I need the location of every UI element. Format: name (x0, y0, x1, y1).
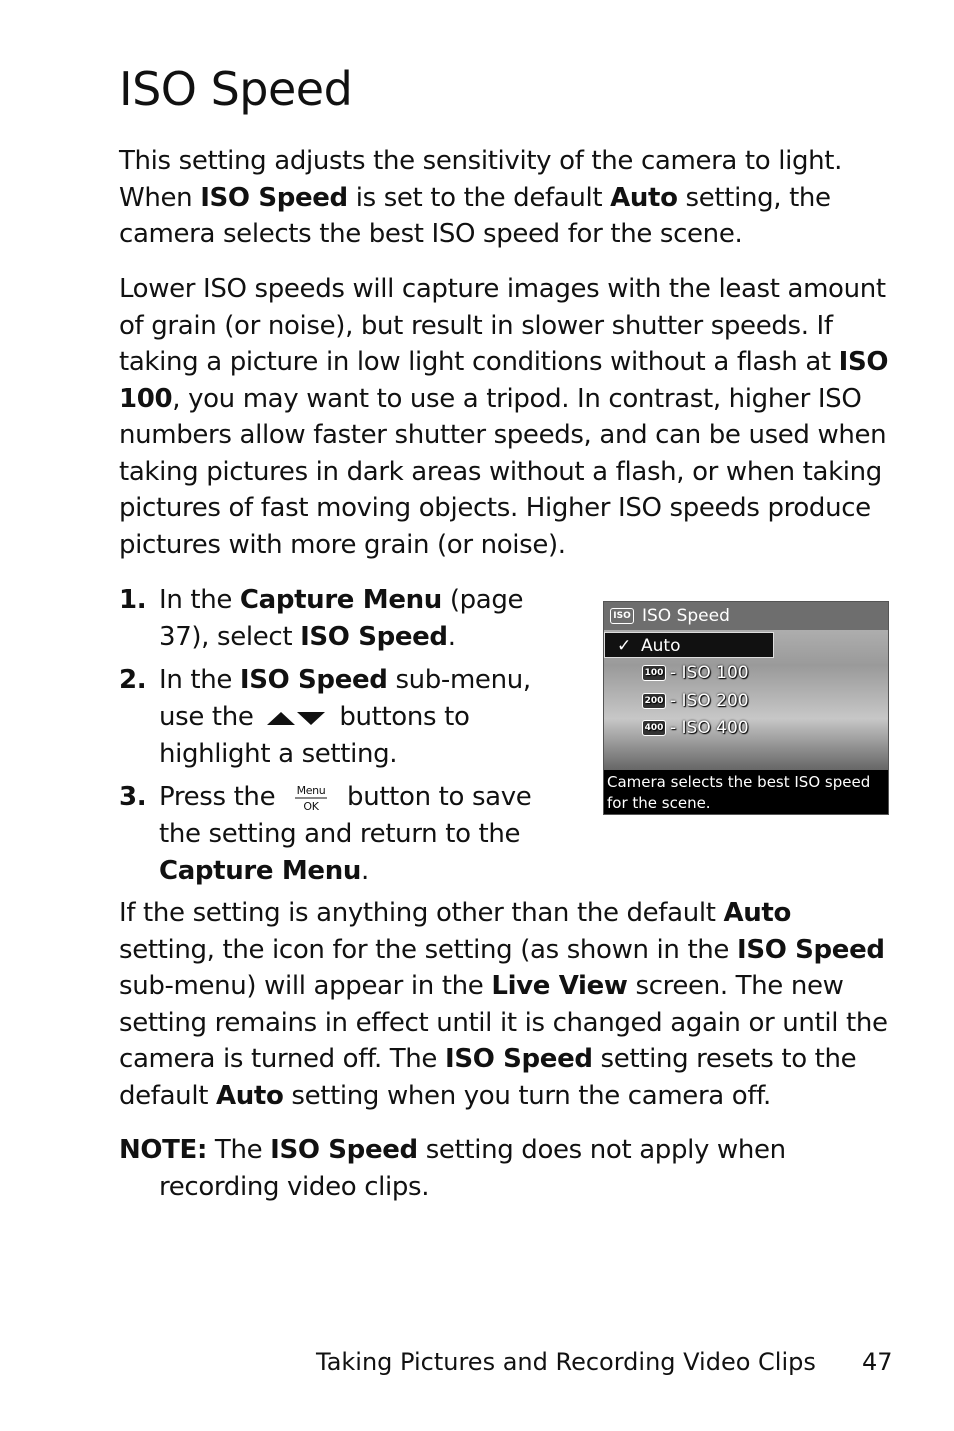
page-title: ISO Speed (119, 62, 353, 116)
note: NOTE: The ISO Speed setting does not apply when recording video clips. (119, 1135, 786, 1202)
menu-option-iso-200[interactable]: 200 - ISO 200 (642, 690, 749, 712)
iso-100-icon: 100 (642, 665, 666, 681)
menu-option-label: Auto (641, 636, 681, 656)
step-3: 3. Press the Menu OK button to save the setting and return to the Capture Menu. (119, 782, 532, 886)
footer-chapter-title: Taking Pictures and Recording Video Clips (316, 1348, 816, 1376)
note-label: NOTE: (119, 1135, 208, 1165)
menu-ok-top-label: Menu (296, 783, 326, 797)
up-down-arrows-icon (265, 709, 327, 727)
iso-explanation-paragraph: Lower ISO speeds will capture images with the least amount of grain (or noise), but result in slower shutter speeds. If taking a picture in low light conditions without a flash at ISO 100, you may want to use a tripod. In contrast, higher ISO numbers allow faster shutter speeds, and can be used when taking pictures in dark areas without a flash, or when taking pictures of fast moving objects. Higher ISO speeds produce pictures with more grain (or noise). (119, 274, 889, 560)
iso-400-icon: 400 (642, 720, 666, 736)
iso-icon: ISO (610, 608, 634, 624)
check-icon: ✓ (617, 636, 632, 656)
menu-option-iso-100[interactable]: 100 - ISO 100 (642, 662, 749, 684)
page-number: 47 (862, 1348, 893, 1376)
menu-option-iso-400[interactable]: 400 - ISO 400 (642, 717, 749, 739)
camera-iso-speed-screen (603, 601, 889, 815)
setting-effect-paragraph: If the setting is anything other than the default Auto setting, the icon for the setting (as shown in the ISO Speed sub-menu) will appear in the Live View screen. The new setting remains in effect until it is changed again or until the camera is turned off. The ISO Speed setting resets to the default Auto setting when you turn the camera off. (119, 898, 888, 1111)
menu-option-auto[interactable] (604, 632, 774, 658)
screen-title-bar (604, 602, 888, 630)
menu-ok-button-icon (289, 782, 333, 814)
steps-list (119, 582, 574, 896)
screen-help-text: Camera selects the best ISO speed for the scene. (604, 770, 888, 815)
intro-paragraph: This setting adjusts the sensitivity of the camera to light. When ISO Speed is set to the default Auto setting, the camera selects the best ISO speed for the scene. (119, 146, 843, 249)
menu-ok-bottom-label: OK (303, 799, 319, 813)
step-2: 2. In the ISO Speed sub-menu, use the buttons to highlight a setting. (119, 665, 531, 769)
screen-title: ISO Speed (642, 606, 730, 626)
iso-200-icon: 200 (642, 693, 666, 709)
step-1: 1. In the Capture Menu (page 37), select ISO Speed. (119, 585, 524, 652)
